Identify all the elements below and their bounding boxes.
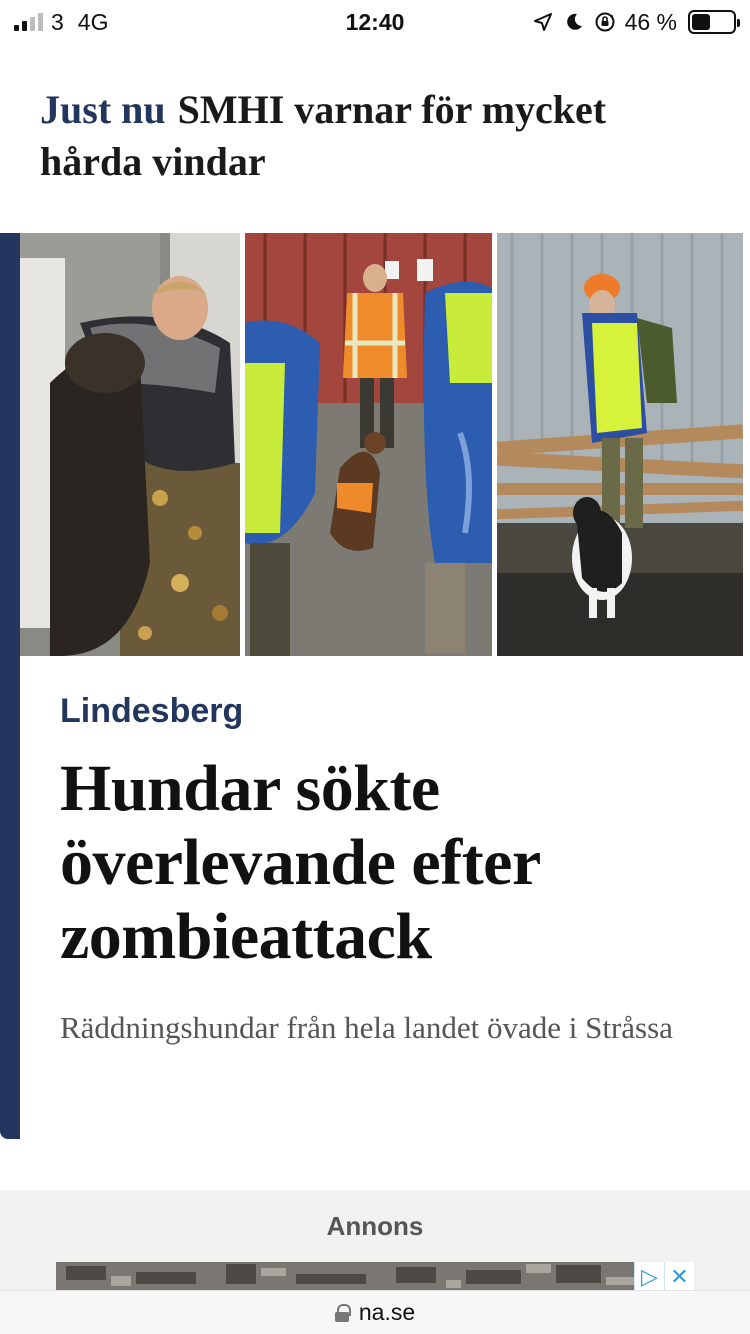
article-photo-1 [20, 233, 240, 656]
article-photo-3 [497, 233, 743, 656]
url-text: na.se [358, 1299, 416, 1325]
ad-banner-image [56, 1262, 694, 1292]
carrier-label: 3 [51, 8, 64, 35]
ad-choices[interactable] [634, 1262, 694, 1292]
close-icon[interactable]: ✕ [664, 1262, 694, 1292]
breaking-news-banner[interactable] [40, 84, 710, 188]
article-accent-bar [0, 233, 20, 1139]
article-category[interactable]: Lindesberg [60, 692, 244, 730]
article-photo-2 [245, 233, 492, 656]
lock-icon [335, 1304, 349, 1322]
status-right [532, 9, 736, 36]
article-lede[interactable]: Räddningshundar från hela landet övade i Stråssa [60, 1010, 673, 1045]
rotation-lock-icon [594, 11, 616, 33]
article-headline[interactable]: Hundar sökte överlevande efter zombieattack [60, 752, 540, 973]
status-bar [0, 0, 750, 44]
adchoices-icon[interactable]: ▷ [634, 1262, 664, 1292]
status-left [14, 9, 108, 36]
url-bar[interactable] [0, 1290, 750, 1334]
moon-icon [563, 11, 585, 33]
battery-icon [688, 10, 736, 34]
battery-percent: 46 % [624, 8, 677, 35]
battery-fill [692, 14, 710, 30]
status-time: 12:40 [345, 8, 405, 35]
cellular-signal-icon [14, 13, 43, 31]
article-photo-collage[interactable] [20, 233, 750, 656]
network-label: 4G [77, 8, 109, 35]
breaking-label: Just nu [40, 87, 166, 132]
ad-label: Annons [326, 1211, 424, 1241]
ad-banner[interactable] [56, 1262, 694, 1292]
location-arrow-icon [532, 11, 554, 33]
breaking-text: SMHI varnar för mycket hårda vindar [40, 87, 607, 184]
